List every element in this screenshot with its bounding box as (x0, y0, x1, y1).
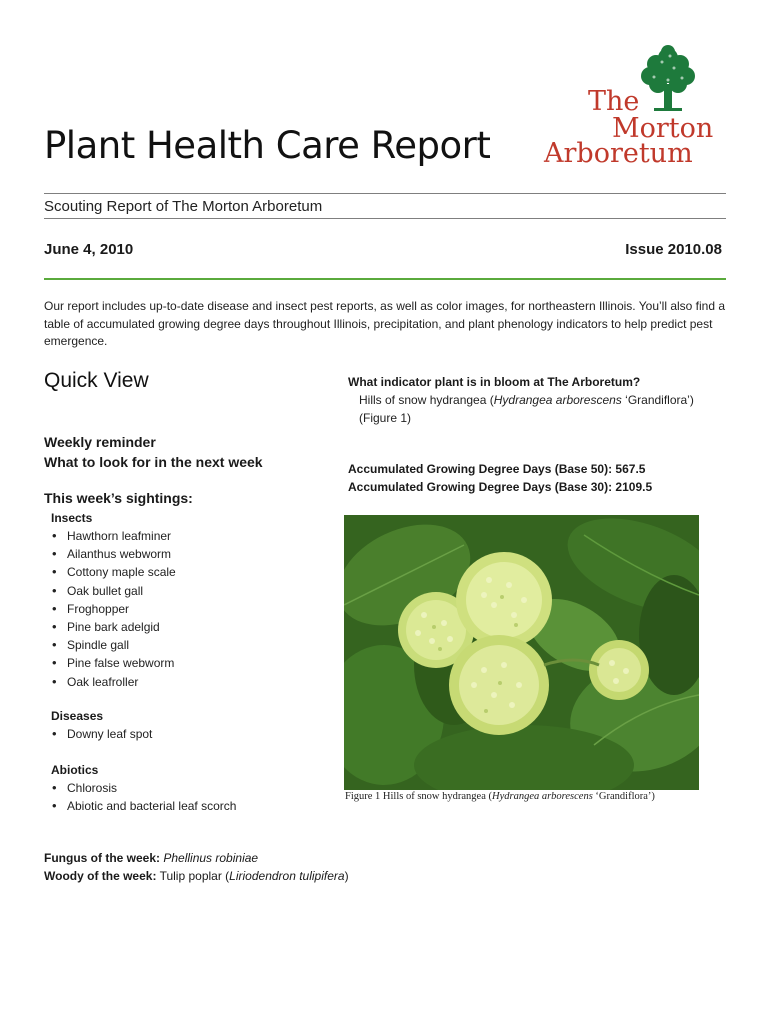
insects-heading: Insects (51, 511, 93, 525)
logo-text-the: The (588, 86, 640, 117)
weekly-reminder-link[interactable]: Weekly reminder (44, 434, 156, 450)
caption-latin: Hydrangea arborescens (491, 791, 593, 802)
indicator-question: What indicator plant is in bloom at The Arboretum? (348, 375, 641, 389)
tree-icon (640, 44, 696, 114)
hydrangea-illustration (344, 515, 699, 790)
what-to-look-link[interactable]: What to look for in the next week (44, 454, 263, 470)
answer-pre: Hills of snow hydrangea ( (359, 393, 494, 407)
woody-label: Woody of the week: (44, 869, 157, 883)
list-item[interactable]: • Oak leafroller (52, 673, 176, 691)
fungus-of-week (44, 849, 349, 867)
woody-value-latin[interactable]: Liriodendron tulipifera (229, 869, 345, 883)
reminder-block (44, 432, 334, 472)
gdd-block (348, 460, 652, 496)
report-date: June 4, 2010 (44, 241, 134, 258)
sightings-heading: This week’s sightings: (44, 490, 193, 506)
intro-paragraph: Our report includes up-to-date disease and insect pest reports, as well as color images, for northeastern Illinois. You’ll also find a table of accumulated growing degree days throughout Illinois, precipitation, and plant phenology indicators to help predict pest emergence. (44, 299, 726, 348)
divider-top (44, 193, 726, 194)
subtitle: Scouting Report of The Morton Arboretum (44, 198, 323, 215)
divider-subtitle (44, 218, 726, 219)
list-item[interactable]: • Spindle gall (52, 636, 176, 654)
woody-of-week (44, 867, 349, 885)
list-item[interactable]: • Abiotic and bacterial leaf scorch (52, 797, 236, 815)
hydrangea-photo (344, 515, 699, 790)
list-item[interactable]: • Ailanthus webworm (52, 545, 176, 563)
list-item[interactable]: • Cottony maple scale (52, 563, 176, 581)
list-item[interactable]: • Pine bark adelgid (52, 618, 176, 636)
list-item[interactable]: • Froghopper (52, 600, 176, 618)
abiotics-list (44, 779, 236, 815)
featured-block (44, 849, 349, 885)
fungus-label: Fungus of the week: (44, 851, 161, 865)
indicator-figure-ref[interactable]: (Figure 1) (359, 411, 412, 425)
divider-green (44, 278, 726, 280)
figure-caption (345, 791, 655, 802)
list-item[interactable]: • Pine false webworm (52, 654, 176, 672)
logo-text-morton: Morton (612, 113, 714, 144)
indicator-answer (348, 391, 726, 409)
list-item[interactable]: • Chlorosis (52, 779, 236, 797)
report-title: Plant Health Care Report (44, 124, 491, 167)
fungus-value[interactable]: Phellinus robiniae (163, 851, 259, 865)
morton-arboretum-logo (540, 44, 720, 169)
abiotics-section (44, 761, 236, 815)
gdd-base50: Accumulated Growing Degree Days (Base 50): 567.5 (348, 462, 646, 476)
caption-post: ‘Grandiflora’) (592, 791, 655, 802)
answer-post: ‘Grandiflora’) (621, 393, 694, 407)
logo-text-arboretum: Arboretum (544, 138, 693, 169)
issue-number: Issue 2010.08 (625, 241, 722, 258)
insects-list (44, 527, 176, 691)
gdd-base30: Accumulated Growing Degree Days (Base 30): 2109.5 (348, 480, 653, 494)
caption-pre: Figure 1 Hills of snow hydrangea ( (345, 791, 492, 802)
answer-latin: Hydrangea arborescens (493, 393, 622, 407)
insects-section (44, 509, 176, 691)
list-item[interactable]: • Hawthorn leafminer (52, 527, 176, 545)
diseases-section (44, 707, 152, 743)
list-item[interactable]: • Oak bullet gall (52, 582, 176, 600)
diseases-heading: Diseases (51, 709, 104, 723)
list-item[interactable]: • Downy leaf spot (52, 725, 152, 743)
woody-value-post: ) (344, 869, 349, 883)
diseases-list (44, 725, 152, 743)
abiotics-heading: Abiotics (51, 763, 99, 777)
quick-view-heading: Quick View (44, 369, 149, 392)
woody-value-pre[interactable]: Tulip poplar ( (159, 869, 230, 883)
indicator-block (348, 373, 726, 427)
